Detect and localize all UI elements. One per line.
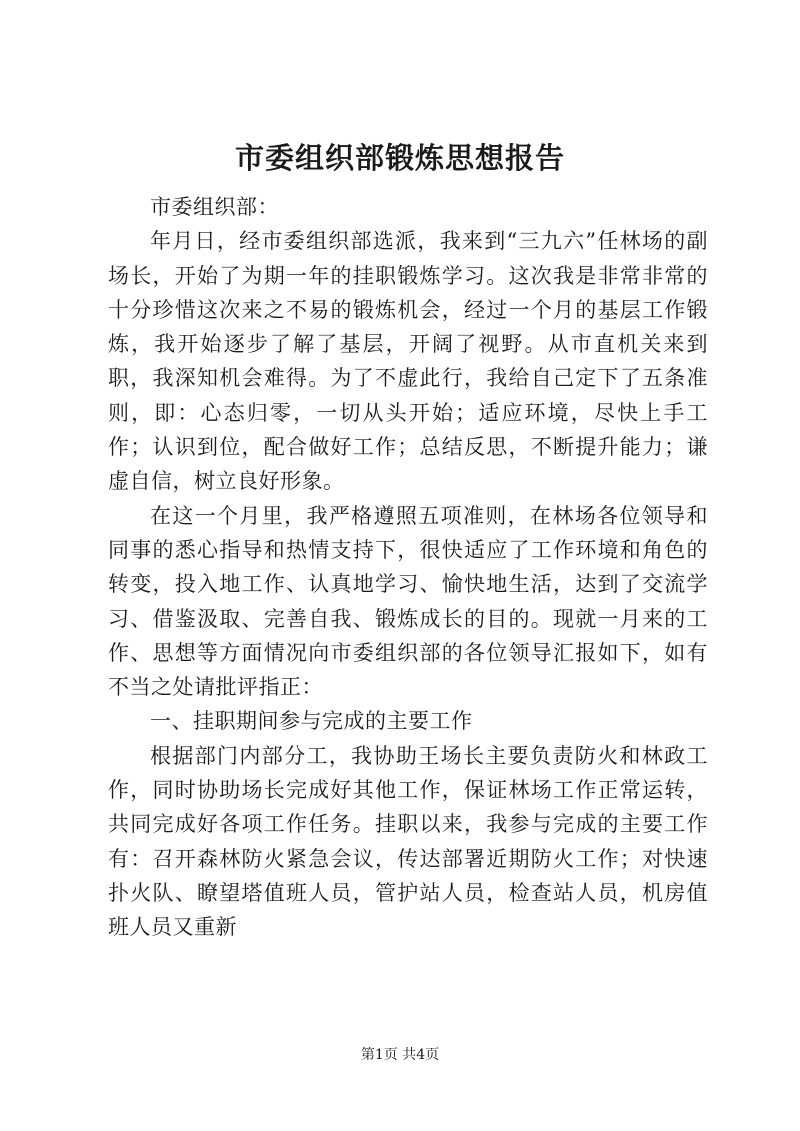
document-title: 市委组织部锻炼思想报告 (234, 141, 565, 175)
document-body (108, 190, 708, 945)
salutation-paragraph: 市委组织部： (150, 195, 279, 219)
section-heading: 一、挂职期间参与完成的主要工作 (150, 709, 473, 734)
body-paragraph-2: 在这一个月里，我严格遵照五项准则，在林场各位领导和同事的悉心指导和热情支持下，很快适应了工作环境和角色的转变，投入地工作、认真地学习、愉快地生活，达到了交流学习、借鉴汲取、完善自我、锻炼成长的目的。现就一月来的工作、思想等方面情况向市委组织部的各位领导汇报如下，如有不当之处请批评指正： (108, 503, 708, 700)
body-paragraph-1: 年月日，经市委组织部选派，我来到“三九六”任林场的副场长，开始了为期一年的挂职锻炼学习。这次我是非常非常的十分珍惜这次来之不易的锻炼机会，经过一个月的基层工作锻炼，我开始逐步了解了基层，开阔了视野。从市直机关来到职，我深知机会难得。为了不虚此行，我给自己定下了五条准则，即：心态归零，一切从头开始；适应环境，尽快上手工作；认识到位，配合做好工作；总结反思，不断提升能力；谦虚自信，树立良好形象。 (108, 229, 708, 494)
page-footer: 第1页 共4页 (360, 1047, 440, 1063)
body-paragraph-3: 根据部门内部分工，我协助王场长主要负责防火和林政工作，同时协助场长完成好其他工作，保证林场工作正常运转，共同完成好各项工作任务。挂职以来，我参与完成的主要工作有：召开森林防火紧急会议，传达部署近期防火工作；对快速扑火队、瞭望塔值班人员，管护站人员，检查站人员，机房值班人员又重新 (108, 743, 708, 940)
